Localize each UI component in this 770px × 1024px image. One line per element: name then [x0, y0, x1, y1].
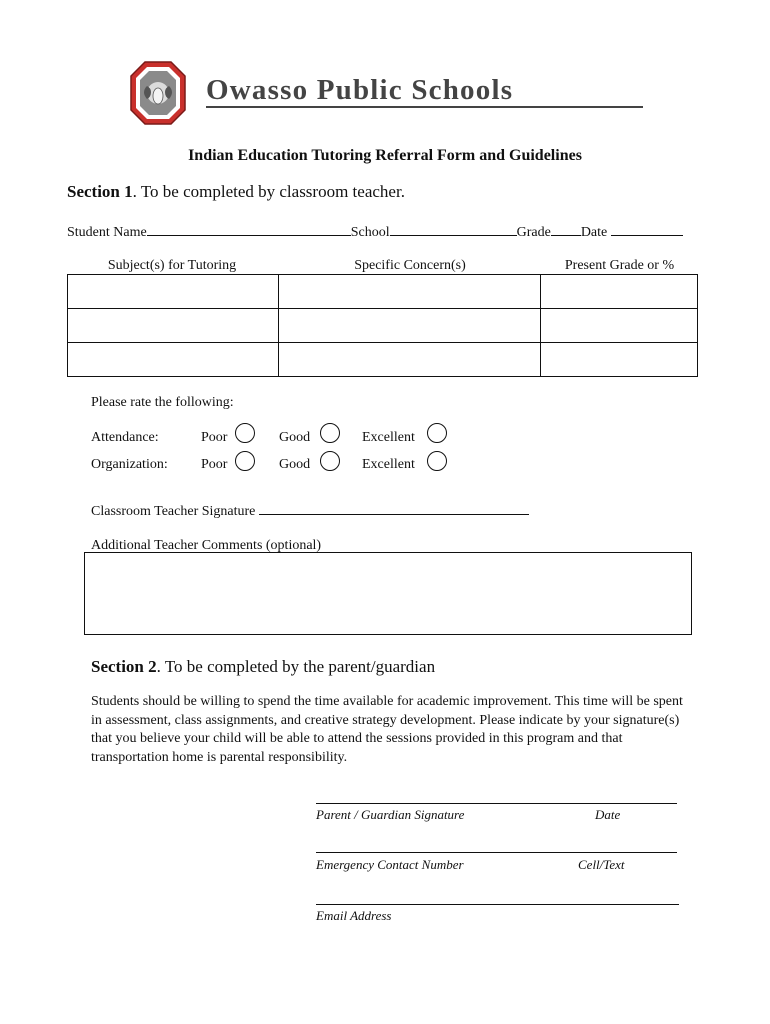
email-field[interactable]: [316, 904, 679, 905]
student-name-field[interactable]: [147, 223, 351, 236]
option-excellent-label: Excellent: [362, 457, 415, 472]
table-row: [68, 275, 698, 309]
attendance-excellent-radio[interactable]: [427, 423, 447, 443]
emergency-contact-label: Emergency Contact Number: [316, 857, 464, 872]
school-label: School: [350, 225, 390, 240]
col-header-grade: Present Grade or %: [564, 258, 675, 273]
date-label: Date: [580, 225, 608, 240]
col-header-concerns: Specific Concern(s): [354, 258, 466, 273]
option-good-label: Good: [279, 457, 311, 472]
rating-label-attendance: Attendance:: [91, 430, 159, 445]
school-name: Owasso Public Schools: [206, 74, 514, 106]
subject-cell[interactable]: [68, 343, 279, 377]
rating-label-organization: Organization:: [91, 457, 168, 472]
concern-cell[interactable]: [279, 275, 541, 309]
organization-poor-radio[interactable]: [235, 451, 255, 471]
student-name-label: Student Name: [67, 225, 147, 240]
concern-cell[interactable]: [279, 343, 541, 377]
parent-signature-label: Parent / Guardian Signature: [316, 807, 465, 822]
email-label: Email Address: [316, 908, 392, 923]
emergency-contact-field[interactable]: [316, 852, 677, 853]
option-good-label: Good: [279, 430, 311, 445]
grade-cell[interactable]: [541, 343, 698, 377]
table-row: [68, 343, 698, 377]
teacher-signature-label: Classroom Teacher Signature: [91, 504, 256, 519]
organization-excellent-radio[interactable]: [427, 451, 447, 471]
grade-cell[interactable]: [541, 275, 698, 309]
grade-label: Grade: [516, 225, 551, 240]
option-excellent-label: Excellent: [362, 430, 415, 445]
concern-cell[interactable]: [279, 309, 541, 343]
school-field[interactable]: [390, 223, 517, 236]
section2-paragraph: Students should be willing to spend the time available for academic improvement. This time will be spent in assessment, class assignments, and creative strategy development. Please indicate by your signature(s) that you believe your child will be able to attend the sessions provided in this program and that transportation home is parental responsibility.: [91, 694, 683, 765]
attendance-good-radio[interactable]: [320, 423, 340, 443]
student-info-line: [67, 223, 683, 241]
tutoring-table: [67, 274, 698, 377]
section2-heading: [91, 657, 435, 677]
grade-cell[interactable]: [541, 309, 698, 343]
cell-text-label: Cell/Text: [578, 857, 625, 872]
parent-signature-field[interactable]: [316, 803, 677, 804]
table-row: [68, 309, 698, 343]
section2-heading-bold: Section 2: [91, 657, 157, 676]
subject-cell[interactable]: [68, 275, 279, 309]
ram-crest-icon: [129, 60, 187, 126]
subject-cell[interactable]: [68, 309, 279, 343]
section1-heading: [67, 182, 405, 202]
teacher-signature-field[interactable]: [259, 502, 529, 515]
rate-intro: Please rate the following:: [91, 395, 234, 410]
teacher-signature-line: [91, 502, 529, 520]
comments-textarea[interactable]: [84, 552, 692, 635]
section1-heading-bold: Section 1: [67, 182, 133, 201]
form-title: Indian Education Tutoring Referral Form and Guidelines: [188, 147, 582, 164]
parent-date-label: Date: [595, 807, 621, 822]
option-poor-label: Poor: [201, 457, 228, 472]
col-header-subjects: Subject(s) for Tutoring: [107, 258, 237, 273]
attendance-poor-radio[interactable]: [235, 423, 255, 443]
option-poor-label: Poor: [201, 430, 228, 445]
grade-field[interactable]: [551, 223, 581, 236]
date-field[interactable]: [611, 223, 683, 236]
section1-heading-text: . To be completed by classroom teacher.: [132, 182, 405, 201]
comments-label: Additional Teacher Comments (optional): [91, 538, 322, 553]
section2-heading-text: . To be completed by the parent/guardian: [156, 657, 436, 676]
organization-good-radio[interactable]: [320, 451, 340, 471]
header-rule: [206, 106, 643, 108]
